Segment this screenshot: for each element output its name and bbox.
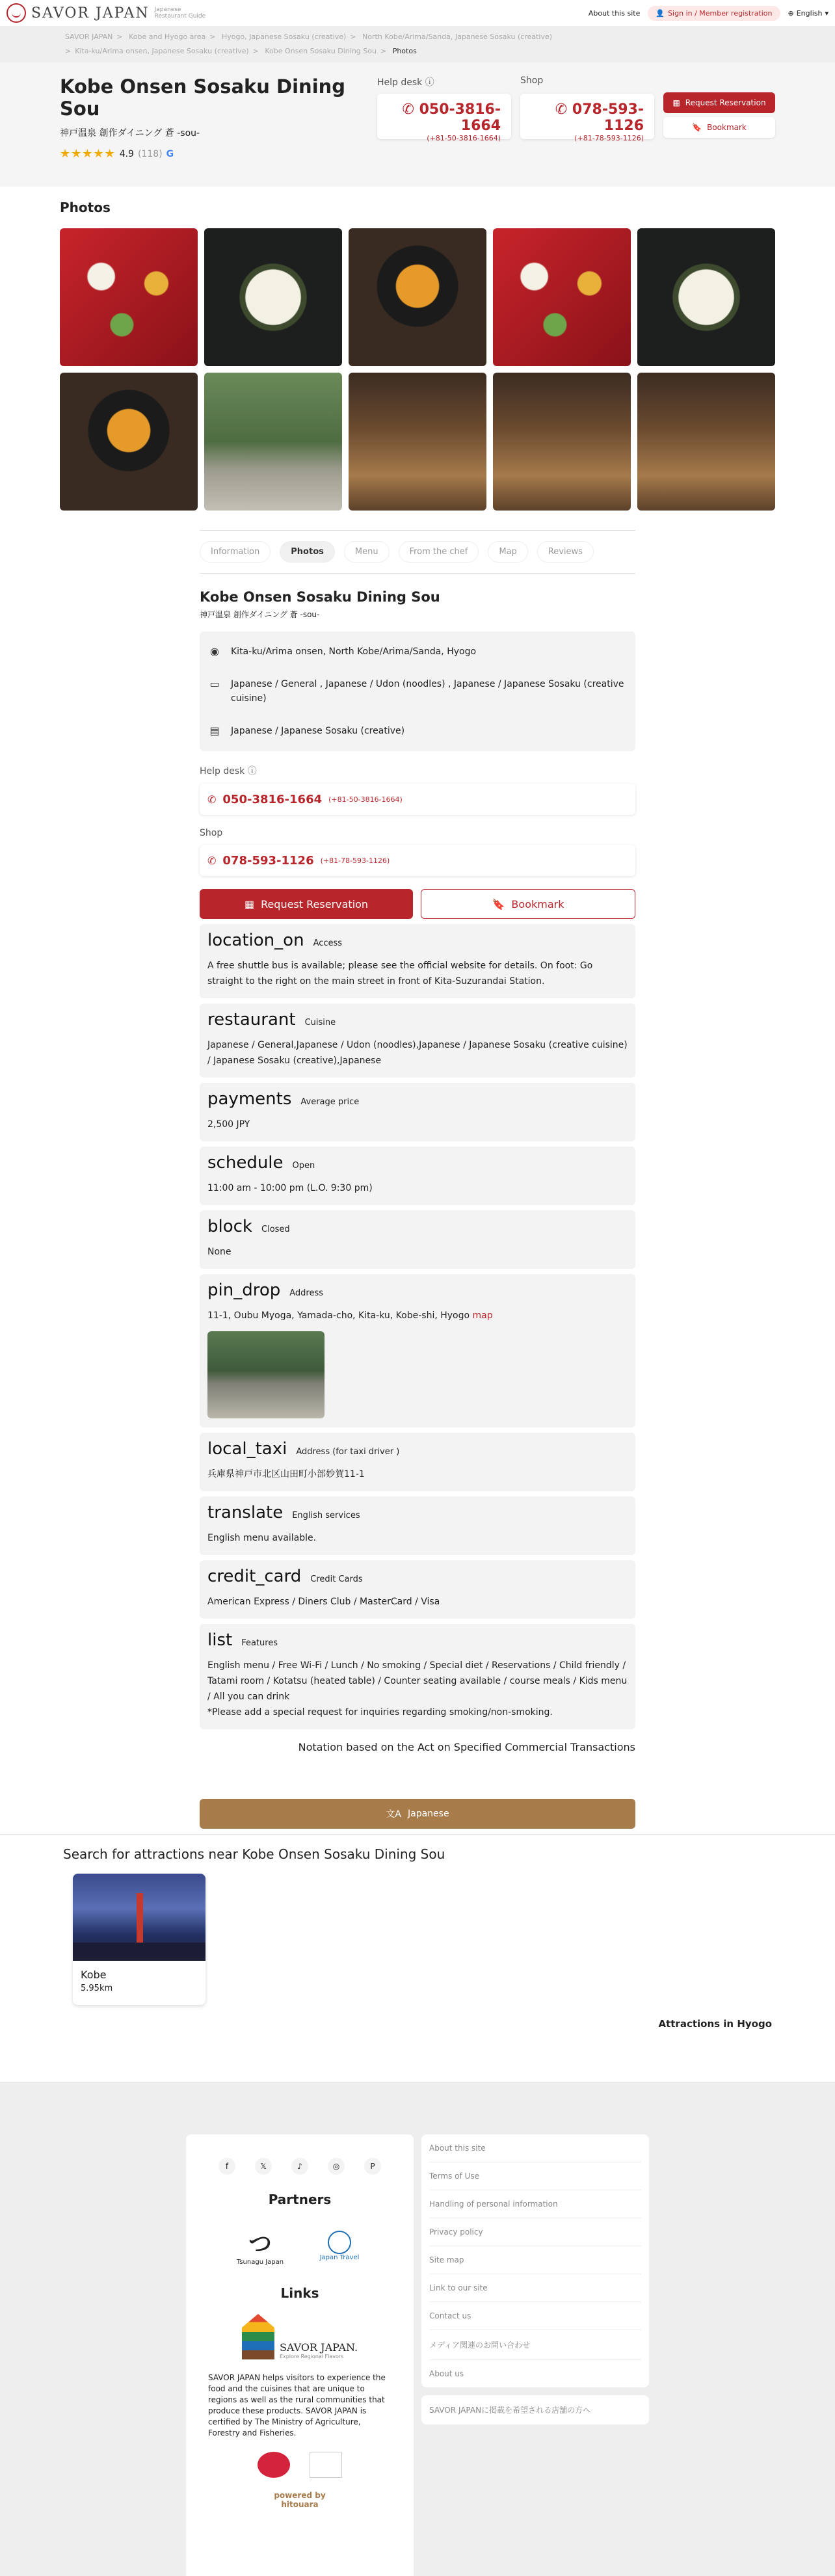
savor-logo-sub: Explore Regional Flavors [279, 2354, 344, 2359]
detail-body: Japanese / General,Japanese / Udon (noodles),Japanese / Japanese Sosaku (creative cuisine) / Japanese Sosaku (creative),Japanese [207, 1040, 628, 1066]
footer-merchant-link[interactable]: SAVOR JAPANに掲載を希望される店舗の方へ [421, 2395, 649, 2424]
photo-thumbnail[interactable] [493, 373, 631, 511]
book-icon: ▭ [209, 678, 220, 690]
detail-title: Features [241, 1638, 278, 1648]
translate-icon: 文A [386, 1809, 401, 1820]
shop-intl: (+81-78-593-1126) [574, 134, 644, 142]
shop-phone-card[interactable] [520, 94, 654, 142]
star-icons: ★★★★★ [60, 147, 116, 161]
attraction-image [73, 1874, 205, 1961]
reserve-label: Request Reservation [685, 98, 766, 107]
breadcrumb: SAVOR JAPAN > Kobe and Hyogo area > Hyogo, Japanese Sosaku (creative) > North Kobe/Arima/Sanda, Japanese Sosaku (creative) > Kita-ku/Arima onsen, Japanese Sosaku (creative) > Kobe Onsen Sosaku Dining Sou > Photos [0, 26, 835, 62]
request-reservation-button-2[interactable] [200, 889, 413, 919]
footer-link[interactable]: Site map [429, 2246, 641, 2274]
photo-thumbnail[interactable] [204, 373, 342, 511]
detail-title: Address [289, 1288, 324, 1298]
list-icon: list [207, 1630, 233, 1650]
detail-translate [200, 1496, 635, 1555]
action-row [200, 889, 635, 919]
top-nav [589, 6, 828, 21]
signin-button[interactable] [648, 6, 780, 21]
powered-by[interactable] [208, 2491, 391, 2509]
helpdesk-number: 050-3816-1664 [419, 101, 501, 134]
summary-area-text: Kita-ku/Arima onsen, North Kobe/Arima/Sanda, Hyogo [231, 646, 477, 657]
rating-value: 4.9 [119, 148, 134, 159]
tsunagu-japan-logo[interactable] [233, 2223, 287, 2268]
signin-label: Sign in / Member registration [668, 8, 773, 18]
savor-logo-mark-icon [242, 2314, 274, 2359]
detail-title: Open [292, 1161, 315, 1171]
photo-thumbnail[interactable] [349, 228, 486, 366]
brand-sub1: Japanese [154, 7, 181, 13]
google-icon: G [166, 148, 174, 159]
bookmark-icon: 🔖 [692, 123, 702, 132]
tab-reviews[interactable]: Reviews [537, 541, 594, 563]
detail-local-taxi [200, 1433, 635, 1491]
detail-credit-card [200, 1560, 635, 1619]
detail-features [200, 1624, 635, 1729]
maff-badge-icon [258, 2452, 290, 2478]
chevron-down-icon: ▾ [825, 8, 828, 18]
storefront-photo[interactable] [207, 1331, 325, 1418]
bookmark-label-2: Bookmark [511, 897, 564, 910]
footer-badges [208, 2452, 391, 2478]
photo-thumbnail[interactable] [60, 373, 198, 511]
footer-link[interactable]: メディア関連のお問い合わせ [429, 2330, 641, 2360]
crumb-current: Photos [392, 47, 417, 55]
detail-body: 11:00 am - 10:00 pm (L.O. 9:30 pm) [207, 1183, 373, 1193]
tab-photos[interactable]: Photos [280, 541, 335, 563]
helpdesk-label [377, 75, 511, 88]
partner1-label: Tsunagu Japan [236, 2259, 284, 2266]
partner2-label: Japan Travel [319, 2253, 360, 2261]
photo-thumbnail[interactable] [637, 228, 775, 366]
helpdesk-intl: (+81-50-3816-1664) [427, 134, 501, 142]
detail-title: Closed [261, 1225, 290, 1234]
detail-body: English menu available. [207, 1533, 317, 1543]
calendar-icon: ▦ [672, 98, 680, 107]
savor-japan-logo[interactable] [208, 2314, 391, 2359]
summary-area [207, 635, 628, 668]
notation-link[interactable]: Notation based on the Act on Specified Commercial Transactions [298, 1741, 635, 1753]
japanese-language-button[interactable] [200, 1799, 635, 1829]
japan-travel-logo[interactable] [313, 2223, 366, 2268]
bookmark-button[interactable] [663, 117, 775, 138]
helpdesk-section-label-text: Help desk [200, 766, 245, 777]
detail-title: Cuisine [304, 1018, 336, 1028]
savor-logo-text: SAVOR JAPAN. [279, 2341, 358, 2354]
tiktok-icon[interactable]: ♪ [291, 2158, 308, 2175]
crumb[interactable]: North Kobe/Arima/Sanda, Japanese Sosaku (creative) [362, 33, 553, 41]
summary-box [200, 631, 635, 751]
detail-payments [200, 1083, 635, 1141]
instagram-icon[interactable]: ◎ [328, 2158, 345, 2175]
logo-mark-icon [7, 3, 26, 23]
photo-thumbnail[interactable] [60, 228, 198, 366]
japan-tothe-world-badge-icon [310, 2452, 342, 2478]
restaurant-name-jp: 神戸温泉 創作ダイニング 蒼 -sou- [60, 128, 200, 139]
summary-category-text: Japanese / Japanese Sosaku (creative) [231, 726, 405, 736]
help-icon[interactable]: ⓘ [425, 77, 434, 88]
attraction-name: Kobe [81, 1969, 107, 1981]
footer-main [186, 2134, 414, 2576]
language-label: English [796, 8, 823, 18]
shop-phone-row[interactable] [200, 845, 635, 876]
facebook-icon[interactable]: f [219, 2158, 235, 2175]
attractions-title: Search for attractions near Kobe Onsen Sosaku Dining Sou [63, 1846, 445, 1862]
features-text: English menu / Free Wi-Fi / Lunch / No smoking / Special diet / Reservations / Child friendly / Tatami room / Kotatsu (heated table) / Counter seating available / course meals / Kids menu / All you can drink [207, 1660, 628, 1702]
crumb[interactable]: Kita-ku/Arima onsen, Japanese Sosaku (creative) [75, 47, 249, 55]
shop-number: 078-593-1126 [572, 101, 644, 134]
pinterest-icon[interactable]: P [364, 2158, 381, 2175]
tab-map[interactable]: Map [488, 541, 527, 563]
footer-link[interactable]: Privacy policy [429, 2218, 641, 2246]
footer-nav [421, 2134, 649, 2576]
location-icon: ◉ [210, 645, 219, 657]
footer-link[interactable]: Handling of personal information [429, 2190, 641, 2218]
shop-intl-2: (+81-78-593-1126) [320, 856, 390, 865]
attraction-distance: 5.95km [81, 1984, 113, 1993]
footer-link[interactable]: Link to our site [429, 2274, 641, 2302]
storefront-icon: ▤ [209, 724, 220, 737]
attractions-section [0, 1834, 835, 2056]
detail-location-on [200, 924, 635, 998]
helpdesk-number-2: 050-3816-1664 [222, 792, 323, 806]
tab-menu[interactable]: Menu [344, 541, 390, 563]
photo-thumbnail[interactable] [493, 228, 631, 366]
attraction-card-kobe[interactable] [73, 1874, 205, 2005]
address-text: 11-1, Oubu Myoga, Yamada-cho, Kita-ku, Kobe-shi, Hyogo [207, 1310, 470, 1321]
helpdesk-phone-row[interactable] [200, 784, 635, 815]
shop-label: Shop [520, 75, 544, 86]
bookmark-icon: 🔖 [492, 897, 505, 910]
globe-icon: ⊕ [788, 8, 794, 18]
tsunagu-mark-icon: つ [248, 2231, 272, 2257]
bookmark-button-2[interactable] [421, 889, 635, 919]
photo-thumbnail[interactable] [204, 228, 342, 366]
details-list [200, 924, 635, 1269]
detail-body: None [207, 1247, 232, 1257]
crumb[interactable]: Hyogo, Japanese Sosaku (creative) [221, 33, 347, 41]
crumb[interactable]: Kobe and Hyogo area [129, 33, 206, 41]
tab-information[interactable]: Information [200, 541, 271, 563]
footer-link[interactable]: Terms of Use [429, 2162, 641, 2190]
location-on-icon: location_on [207, 931, 304, 950]
review-count[interactable]: (118) [137, 148, 163, 159]
japan-travel-mark-icon [328, 2231, 351, 2254]
credit-card-icon: credit_card [207, 1567, 302, 1586]
main-content [200, 530, 635, 1829]
request-reservation-button[interactable] [663, 92, 775, 113]
photo-gallery [0, 200, 835, 511]
photo-thumbnail[interactable] [637, 373, 775, 511]
language-selector[interactable] [788, 9, 828, 18]
pin-drop-icon: pin_drop [207, 1281, 281, 1300]
partner-logos [208, 2223, 391, 2268]
summary-cuisine [207, 668, 628, 715]
detail-restaurant [200, 1003, 635, 1078]
detail-body: American Express / Diners Club / MasterCard / Visa [207, 1597, 440, 1607]
tab-bar [200, 530, 635, 574]
detail-body: 2,500 JPY [207, 1119, 250, 1130]
local-taxi-icon: local_taxi [207, 1439, 287, 1459]
detail-title: English services [292, 1511, 360, 1520]
map-link[interactable]: map [472, 1310, 493, 1321]
tab-from-the-chef[interactable]: From the chef [399, 541, 479, 563]
footer [0, 2082, 835, 2576]
restaurant-icon: restaurant [207, 1010, 296, 1029]
phone-icon: ✆ [207, 854, 217, 867]
footer-link[interactable]: About us [429, 2369, 464, 2378]
helpdesk-label-text: Help desk [377, 77, 423, 88]
lang-button-label: Japanese [408, 1809, 449, 1819]
brand-name: SAVOR JAPAN [31, 5, 150, 21]
bookmark-label: Bookmark [707, 123, 747, 132]
shop-section-label: Shop [200, 828, 223, 838]
restaurant-header [0, 62, 835, 187]
reserve-label-2: Request Reservation [261, 897, 369, 910]
footer-description: SAVOR JAPAN helps visitors to experience the food and the cuisines that are unique to regions as well as the rural communities that produce these products. SAVOR JAPAN is certified by The Ministry of Agriculture, Forestry and Fisheries. [208, 2373, 386, 2437]
schedule-icon: schedule [207, 1153, 284, 1173]
phone-icon: ✆ [402, 101, 419, 118]
features-note: *Please add a special request for inquiries regarding smoking/non-smoking. [207, 1707, 553, 1718]
crumb[interactable]: Kobe Onsen Sosaku Dining Sou [265, 47, 377, 55]
payments-icon: payments [207, 1089, 292, 1109]
restaurant-name-secondary: Kobe Onsen Sosaku Dining Sou [200, 589, 440, 605]
footer-link[interactable]: About this site [429, 2134, 641, 2162]
phone-icon: ✆ [207, 793, 217, 806]
help-icon[interactable]: ⓘ [247, 766, 257, 777]
detail-title: Average price [300, 1097, 360, 1107]
x-icon[interactable]: 𝕏 [255, 2158, 272, 2175]
crumb[interactable]: SAVOR JAPAN [65, 33, 113, 41]
detail-title: Credit Cards [310, 1574, 363, 1584]
brand-subtitle [155, 7, 206, 20]
partners-heading: Partners [268, 2192, 332, 2207]
site-logo[interactable] [7, 3, 205, 23]
detail-body: A free shuttle bus is available; please see the official website for details. On foot: Go straight to the right on the main street in front of Kita-Suzurandai Station. [207, 961, 593, 987]
about-link[interactable]: About this site [588, 8, 641, 18]
calendar-icon: ▦ [244, 897, 255, 910]
photo-thumbnail[interactable] [349, 373, 486, 511]
restaurant-name: Kobe Onsen Sosaku Dining Sou [60, 75, 346, 120]
helpdesk-phone-card[interactable] [377, 94, 511, 142]
shop-number-2: 078-593-1126 [222, 853, 314, 868]
helpdesk-intl-2: (+81-50-3816-1664) [328, 795, 403, 804]
social-links [208, 2158, 391, 2175]
detail-block [200, 1210, 635, 1269]
summary-cuisine-text: Japanese / General , Japanese / Udon (noodles) , Japanese / Japanese Sosaku (creative cuisine) [231, 679, 624, 704]
powered-by-name: hitouara [281, 2500, 319, 2509]
restaurant-name-jp-secondary: 神戸温泉 創作ダイニング 蒼 -sou- [200, 610, 320, 619]
detail-title: Access [313, 938, 343, 948]
details-list-2 [200, 1433, 635, 1619]
user-icon: 👤 [656, 8, 665, 18]
rating [60, 147, 377, 161]
powered-by-label: powered by [274, 2491, 326, 2500]
detail-title: Address (for taxi driver ) [296, 1447, 400, 1457]
helpdesk-section-label [200, 764, 635, 777]
detail-body: 兵庫県神戸市北区山田町小部妙賀11-1 [207, 1469, 365, 1480]
photos-title: Photos [60, 200, 111, 215]
footer-link[interactable]: Contact us [429, 2302, 641, 2330]
summary-category [207, 715, 628, 747]
detail-schedule [200, 1147, 635, 1205]
attractions-more-link[interactable]: Attractions in Hyogo [658, 2018, 772, 2030]
top-bar [0, 0, 835, 26]
brand-sub2: Restaurant Guide [154, 13, 206, 20]
detail-address [200, 1274, 635, 1427]
block-icon: block [207, 1217, 252, 1236]
footer-links [421, 2134, 649, 2387]
phone-icon: ✆ [555, 101, 572, 118]
translate-icon: translate [207, 1503, 284, 1522]
links-heading: Links [280, 2285, 319, 2301]
photo-grid [60, 228, 775, 511]
